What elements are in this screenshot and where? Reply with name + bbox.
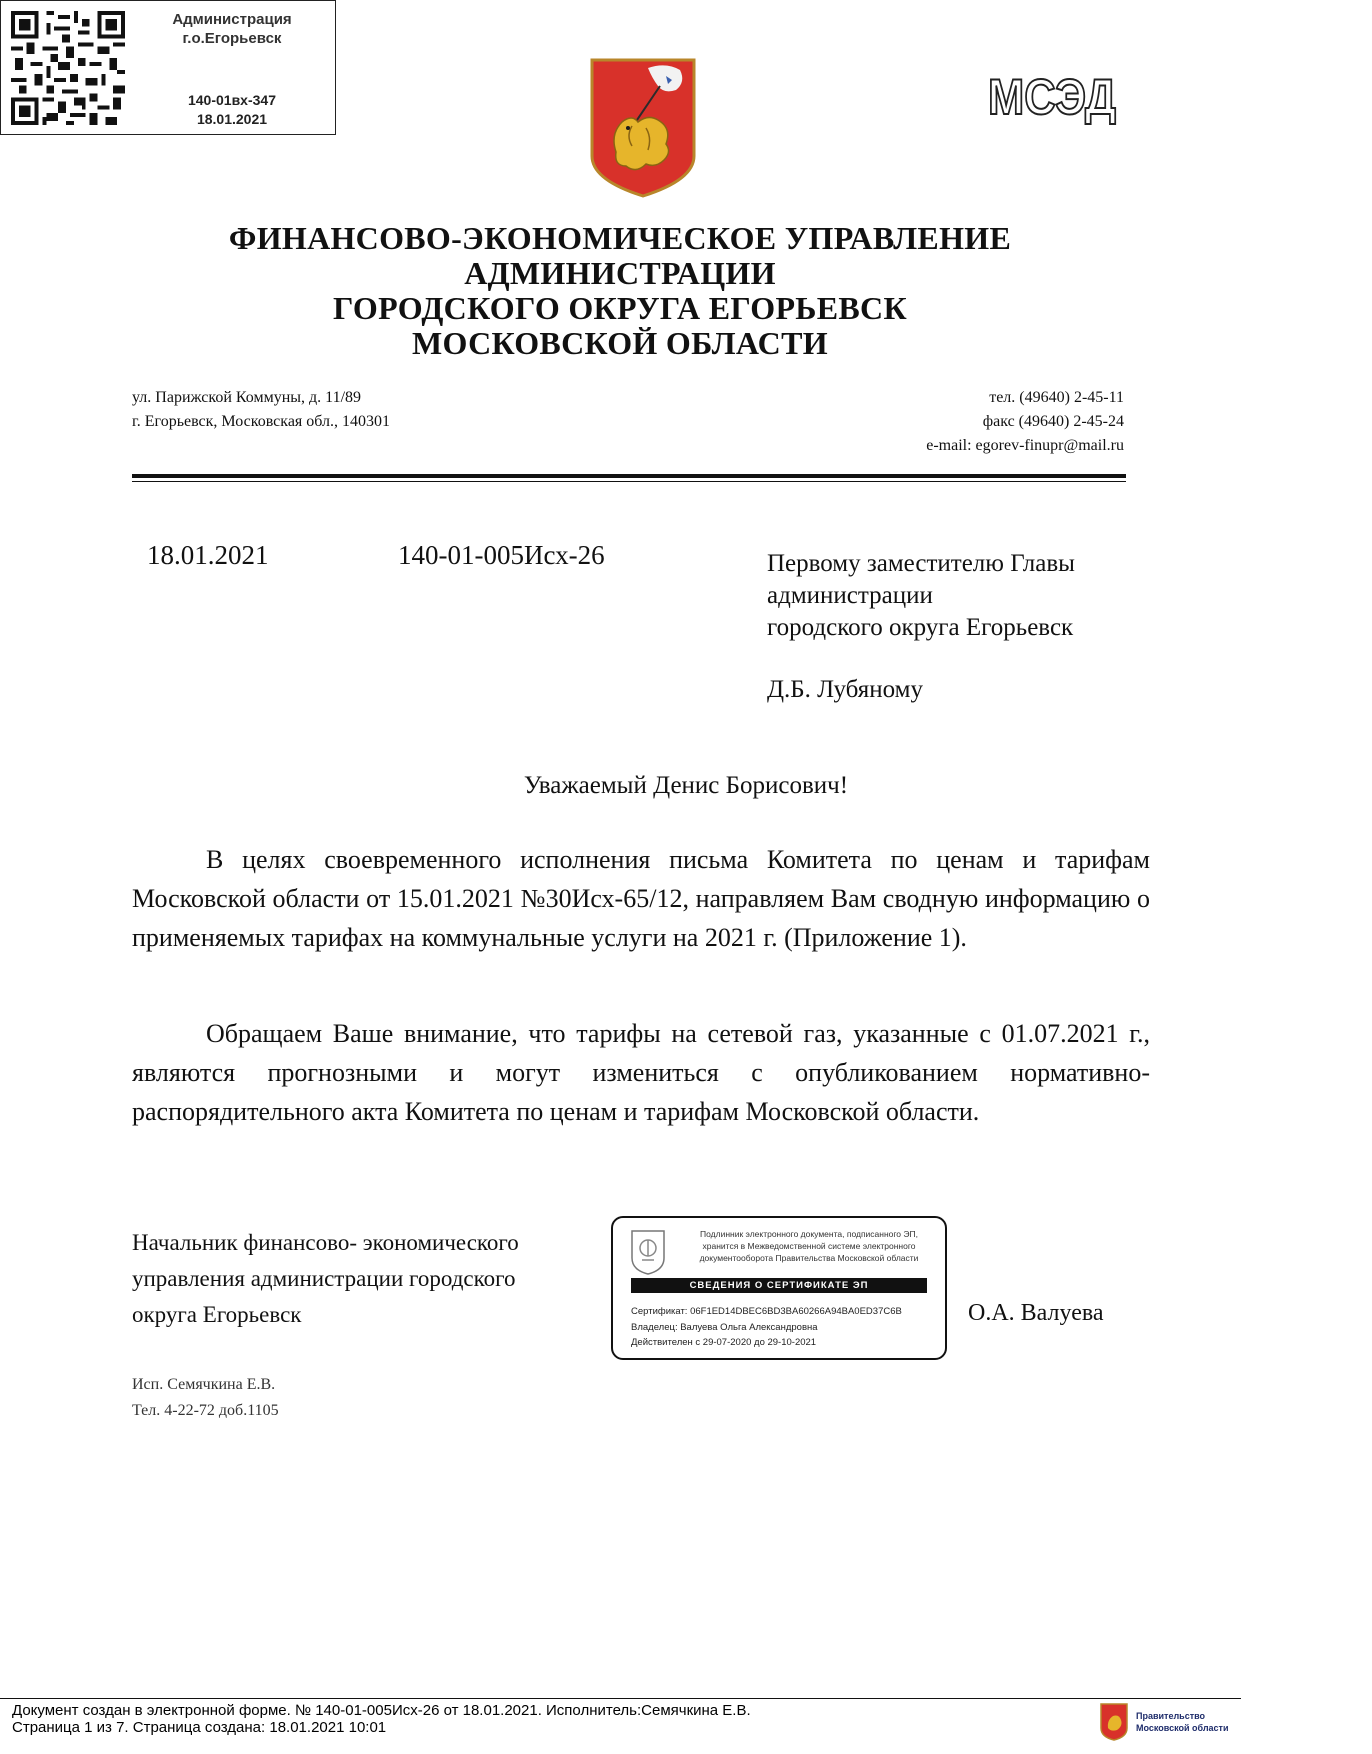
executor-name: Исп. Семячкина Е.В. — [132, 1376, 276, 1393]
registration-number-block — [147, 91, 317, 129]
ep-certificate-owner: Владелец: Валуева Ольга Александровна — [631, 1321, 818, 1333]
registration-number: 140-01вх-347 — [187, 92, 276, 108]
msed-logo-graphic — [984, 62, 1120, 128]
address-city: г. Егорьевск, Московская обл., 140301 — [132, 413, 390, 430]
header-divider-thin — [132, 481, 1126, 482]
ep-certificate-details — [631, 1304, 945, 1351]
registration-date: 18.01.2021 — [196, 111, 268, 127]
addressee-line1: Первому заместителю Главы — [767, 550, 1075, 577]
signer-position-line1: Начальник финансово- экономического — [132, 1230, 519, 1255]
addressee-line2: администрации — [767, 582, 933, 609]
document-number: 140-01-005Исх-26 — [398, 540, 605, 570]
contacts-block — [820, 386, 1124, 458]
registration-org-line1: Администрация — [172, 11, 292, 28]
signer-position-line3: округа Егорьевск — [132, 1302, 302, 1327]
executor-block — [132, 1372, 279, 1424]
ep-certificate-valid: Действителен с 29-07-2020 до 29-10-2021 — [631, 1337, 817, 1348]
address-street: ул. Парижской Коммуны, д. 11/89 — [132, 389, 362, 406]
footer-line1: Документ создан в электронной форме. № 140-01-005Исх-26 от 18.01.2021. Исполнитель:Семячкина Е.В. — [12, 1702, 751, 1719]
addressee-name: Д.Б. Лубяному — [767, 676, 923, 703]
signer-position-line2: управления администрации городского — [132, 1266, 516, 1291]
body-paragraph-1: В целях своевременного исполнения письма Комитета по ценам и тарифам Московской области от 15.01.2021 №30Исх-65/12, направляем Вам сводную информацию о применяемых тарифах на коммунальные услуги на 2021 г. (Приложение 1). — [132, 845, 1150, 952]
government-logo-text — [1136, 1710, 1229, 1734]
qr-code-icon — [11, 11, 125, 125]
ep-stamp-text-line1: Подлинник электронного документа, подписанного ЭП, — [700, 1229, 918, 1239]
msed-logo — [984, 62, 1120, 128]
executor-phone: Тел. 4-22-72 доб.1105 — [132, 1402, 279, 1419]
ep-stamp-text-line3: документооборота Правительства Московской области — [699, 1253, 919, 1263]
contact-email: e-mail: egorev-finupr@mail.ru — [926, 437, 1124, 454]
ep-stamp-text — [675, 1228, 943, 1264]
organization-title-line3: ГОРОДСКОГО ОКРУГА ЕГОРЬЕВСК — [333, 290, 907, 326]
registration-org-line2: г.о.Егорьевск — [182, 30, 282, 47]
registration-stamp — [0, 0, 336, 135]
signer-position — [132, 1225, 602, 1333]
organization-title-line1: ФИНАНСОВО-ЭКОНОМИЧЕСКОЕ УПРАВЛЕНИЕ — [228, 220, 1012, 256]
government-logo-line1: Правительство — [1136, 1711, 1206, 1721]
electronic-signature-stamp — [611, 1216, 947, 1360]
contact-fax: факс (49640) 2-45-24 — [982, 413, 1124, 430]
document-date: 18.01.2021 — [147, 540, 269, 570]
government-emblem-icon — [1099, 1702, 1129, 1742]
organization-title-line4: МОСКОВСКОЙ ОБЛАСТИ — [412, 325, 828, 361]
signer-name: О.А. Валуева — [968, 1300, 1104, 1326]
contact-phone: тел. (49640) 2-45-11 — [989, 389, 1124, 406]
greeting: Уважаемый Денис Борисович! — [523, 772, 849, 799]
footer-line2: Страница 1 из 7. Страница создана: 18.01.2021 10:01 — [12, 1719, 387, 1736]
coat-of-arms-icon — [588, 56, 698, 198]
msed-logo-text: МСЭД — [988, 69, 1116, 125]
registration-org — [147, 10, 317, 48]
government-logo-line2: Московской области — [1136, 1723, 1229, 1733]
ep-certificate-bar: СВЕДЕНИЯ О СЕРТИФИКАТЕ ЭП — [631, 1278, 927, 1293]
footer-text — [12, 1702, 751, 1736]
footer-divider — [0, 1698, 1241, 1699]
moscow-region-emblem-icon — [629, 1228, 667, 1276]
ep-certificate-number: Сертификат: 06F1ED14DBEC6BD3BA60266A94BA0ED37C6B — [631, 1306, 902, 1317]
address-block — [132, 386, 390, 434]
addressee-block — [767, 548, 1075, 644]
addressee-line3: городского округа Егорьевск — [767, 614, 1074, 641]
ep-stamp-text-line2: хранится в Межведомственной системе электронного — [702, 1241, 916, 1251]
body-paragraph-2: Обращаем Ваше внимание, что тарифы на сетевой газ, указанные с 01.07.2021 г., являются прогнозными и могут измениться с опубликованием нормативно- распорядительного акта Комитета по ценам и тарифам Московской области. — [132, 1019, 1150, 1126]
organization-title — [130, 221, 1110, 361]
organization-title-line2: АДМИНИСТРАЦИИ — [464, 255, 776, 291]
header-divider-thick — [132, 474, 1126, 478]
